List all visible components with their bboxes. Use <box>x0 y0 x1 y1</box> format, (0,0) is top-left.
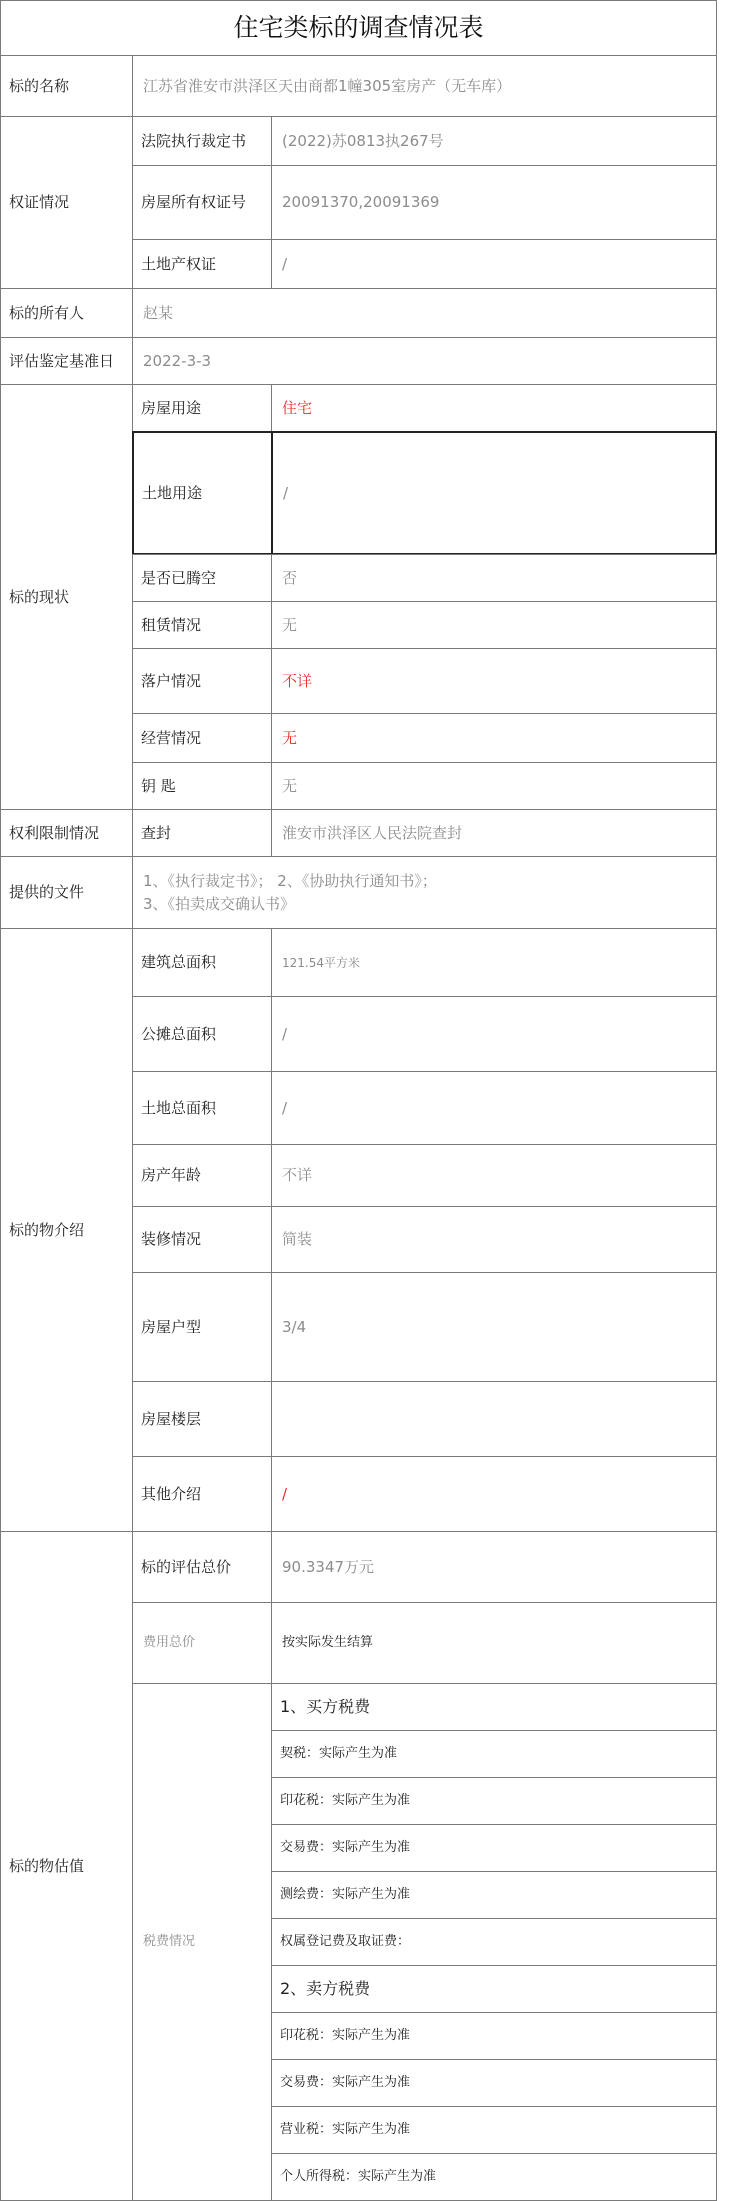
court-doc-label: 法院执行裁定书 <box>132 116 272 166</box>
household-value: 不详 <box>271 648 717 714</box>
vacated-value: 否 <box>271 554 717 602</box>
land-cert-value: / <box>271 239 717 289</box>
restriction-sub-label: 查封 <box>132 809 272 857</box>
base-date-value: 2022-3-3 <box>132 337 717 385</box>
intro-label: 标的物介绍 <box>0 928 133 1532</box>
land-cert-label: 土地产权证 <box>132 239 272 289</box>
documents-label: 提供的文件 <box>0 856 133 929</box>
name-value: 江苏省淮安市洪泽区天由商都1幢305室房产（无车库） <box>132 55 717 117</box>
court-doc-value: (2022)苏0813执267号 <box>271 116 717 166</box>
keys-label: 钥 匙 <box>132 762 272 810</box>
restriction-value: 淮安市洪泽区人民法院查封 <box>271 809 717 857</box>
age-value: 不详 <box>271 1144 717 1207</box>
business-value: 无 <box>271 713 717 763</box>
status-label: 标的现状 <box>0 384 133 810</box>
seller-tax-item: 交易费：实际产生为准 <box>271 2059 717 2107</box>
seller-tax-item: 印花税：实际产生为准 <box>271 2012 717 2060</box>
tax-label: 税费情况 <box>132 1683 272 2201</box>
fees-label: 费用总价 <box>132 1602 272 1684</box>
fees-value: 按实际发生结算 <box>271 1602 717 1684</box>
base-date-label: 评估鉴定基准日 <box>0 337 133 385</box>
household-label: 落户情况 <box>132 648 272 714</box>
building-area-label: 建筑总面积 <box>132 928 272 997</box>
owner-value: 赵某 <box>132 288 717 338</box>
land-area-label: 土地总面积 <box>132 1071 272 1145</box>
decoration-label: 装修情况 <box>132 1206 272 1273</box>
seller-tax-item: 营业税：实际产生为准 <box>271 2106 717 2154</box>
house-cert-label: 房屋所有权证号 <box>132 165 272 240</box>
buyer-tax-heading: 1、买方税费 <box>271 1683 717 1731</box>
business-label: 经营情况 <box>132 713 272 763</box>
page-title: 住宅类标的调查情况表 <box>0 0 717 56</box>
restriction-label: 权利限制情况 <box>0 809 133 857</box>
owner-label: 标的所有人 <box>0 288 133 338</box>
documents-line-1: 1、《执行裁定书》； 2、《协助执行通知书》； <box>143 872 437 890</box>
other-label: 其他介绍 <box>132 1456 272 1532</box>
documents-line-2: 3、《拍卖成交确认书》 <box>143 894 296 913</box>
seller-tax-heading: 2、卖方税费 <box>271 1965 717 2013</box>
building-area-value: 121.54平方米 <box>271 928 717 997</box>
floor-value <box>271 1381 717 1457</box>
house-use-label: 房屋用途 <box>132 384 272 432</box>
buyer-tax-item: 权属登记费及取证费： <box>271 1918 717 1966</box>
name-label: 标的名称 <box>0 55 133 117</box>
vacated-label: 是否已腾空 <box>132 554 272 602</box>
documents-value <box>132 856 717 929</box>
shared-area-value: / <box>271 996 717 1072</box>
land-use-value: / <box>271 431 717 555</box>
house-use-value: 住宅 <box>271 384 717 432</box>
other-value: / <box>271 1456 717 1532</box>
buyer-tax-item: 契税：实际产生为准 <box>271 1730 717 1778</box>
decoration-value: 简装 <box>271 1206 717 1273</box>
shared-area-label: 公摊总面积 <box>132 996 272 1072</box>
lease-value: 无 <box>271 601 717 649</box>
land-area-value: / <box>271 1071 717 1145</box>
layout-value: 3/4 <box>271 1272 717 1382</box>
total-value: 90.3347万元 <box>271 1531 717 1603</box>
layout-label: 房屋户型 <box>132 1272 272 1382</box>
floor-label: 房屋楼层 <box>132 1381 272 1457</box>
cert-label: 权证情况 <box>0 116 133 289</box>
house-cert-value: 20091370,20091369 <box>271 165 717 240</box>
buyer-tax-item: 印花税：实际产生为准 <box>271 1777 717 1825</box>
age-label: 房产年龄 <box>132 1144 272 1207</box>
land-use-label: 土地用途 <box>132 431 273 555</box>
seller-tax-item: 个人所得税：实际产生为准 <box>271 2153 717 2201</box>
total-label: 标的评估总价 <box>132 1531 272 1603</box>
buyer-tax-item: 测绘费：实际产生为准 <box>271 1871 717 1919</box>
lease-label: 租赁情况 <box>132 601 272 649</box>
valuation-label: 标的物估值 <box>0 1531 133 2201</box>
buyer-tax-item: 交易费：实际产生为准 <box>271 1824 717 1872</box>
keys-value: 无 <box>271 762 717 810</box>
